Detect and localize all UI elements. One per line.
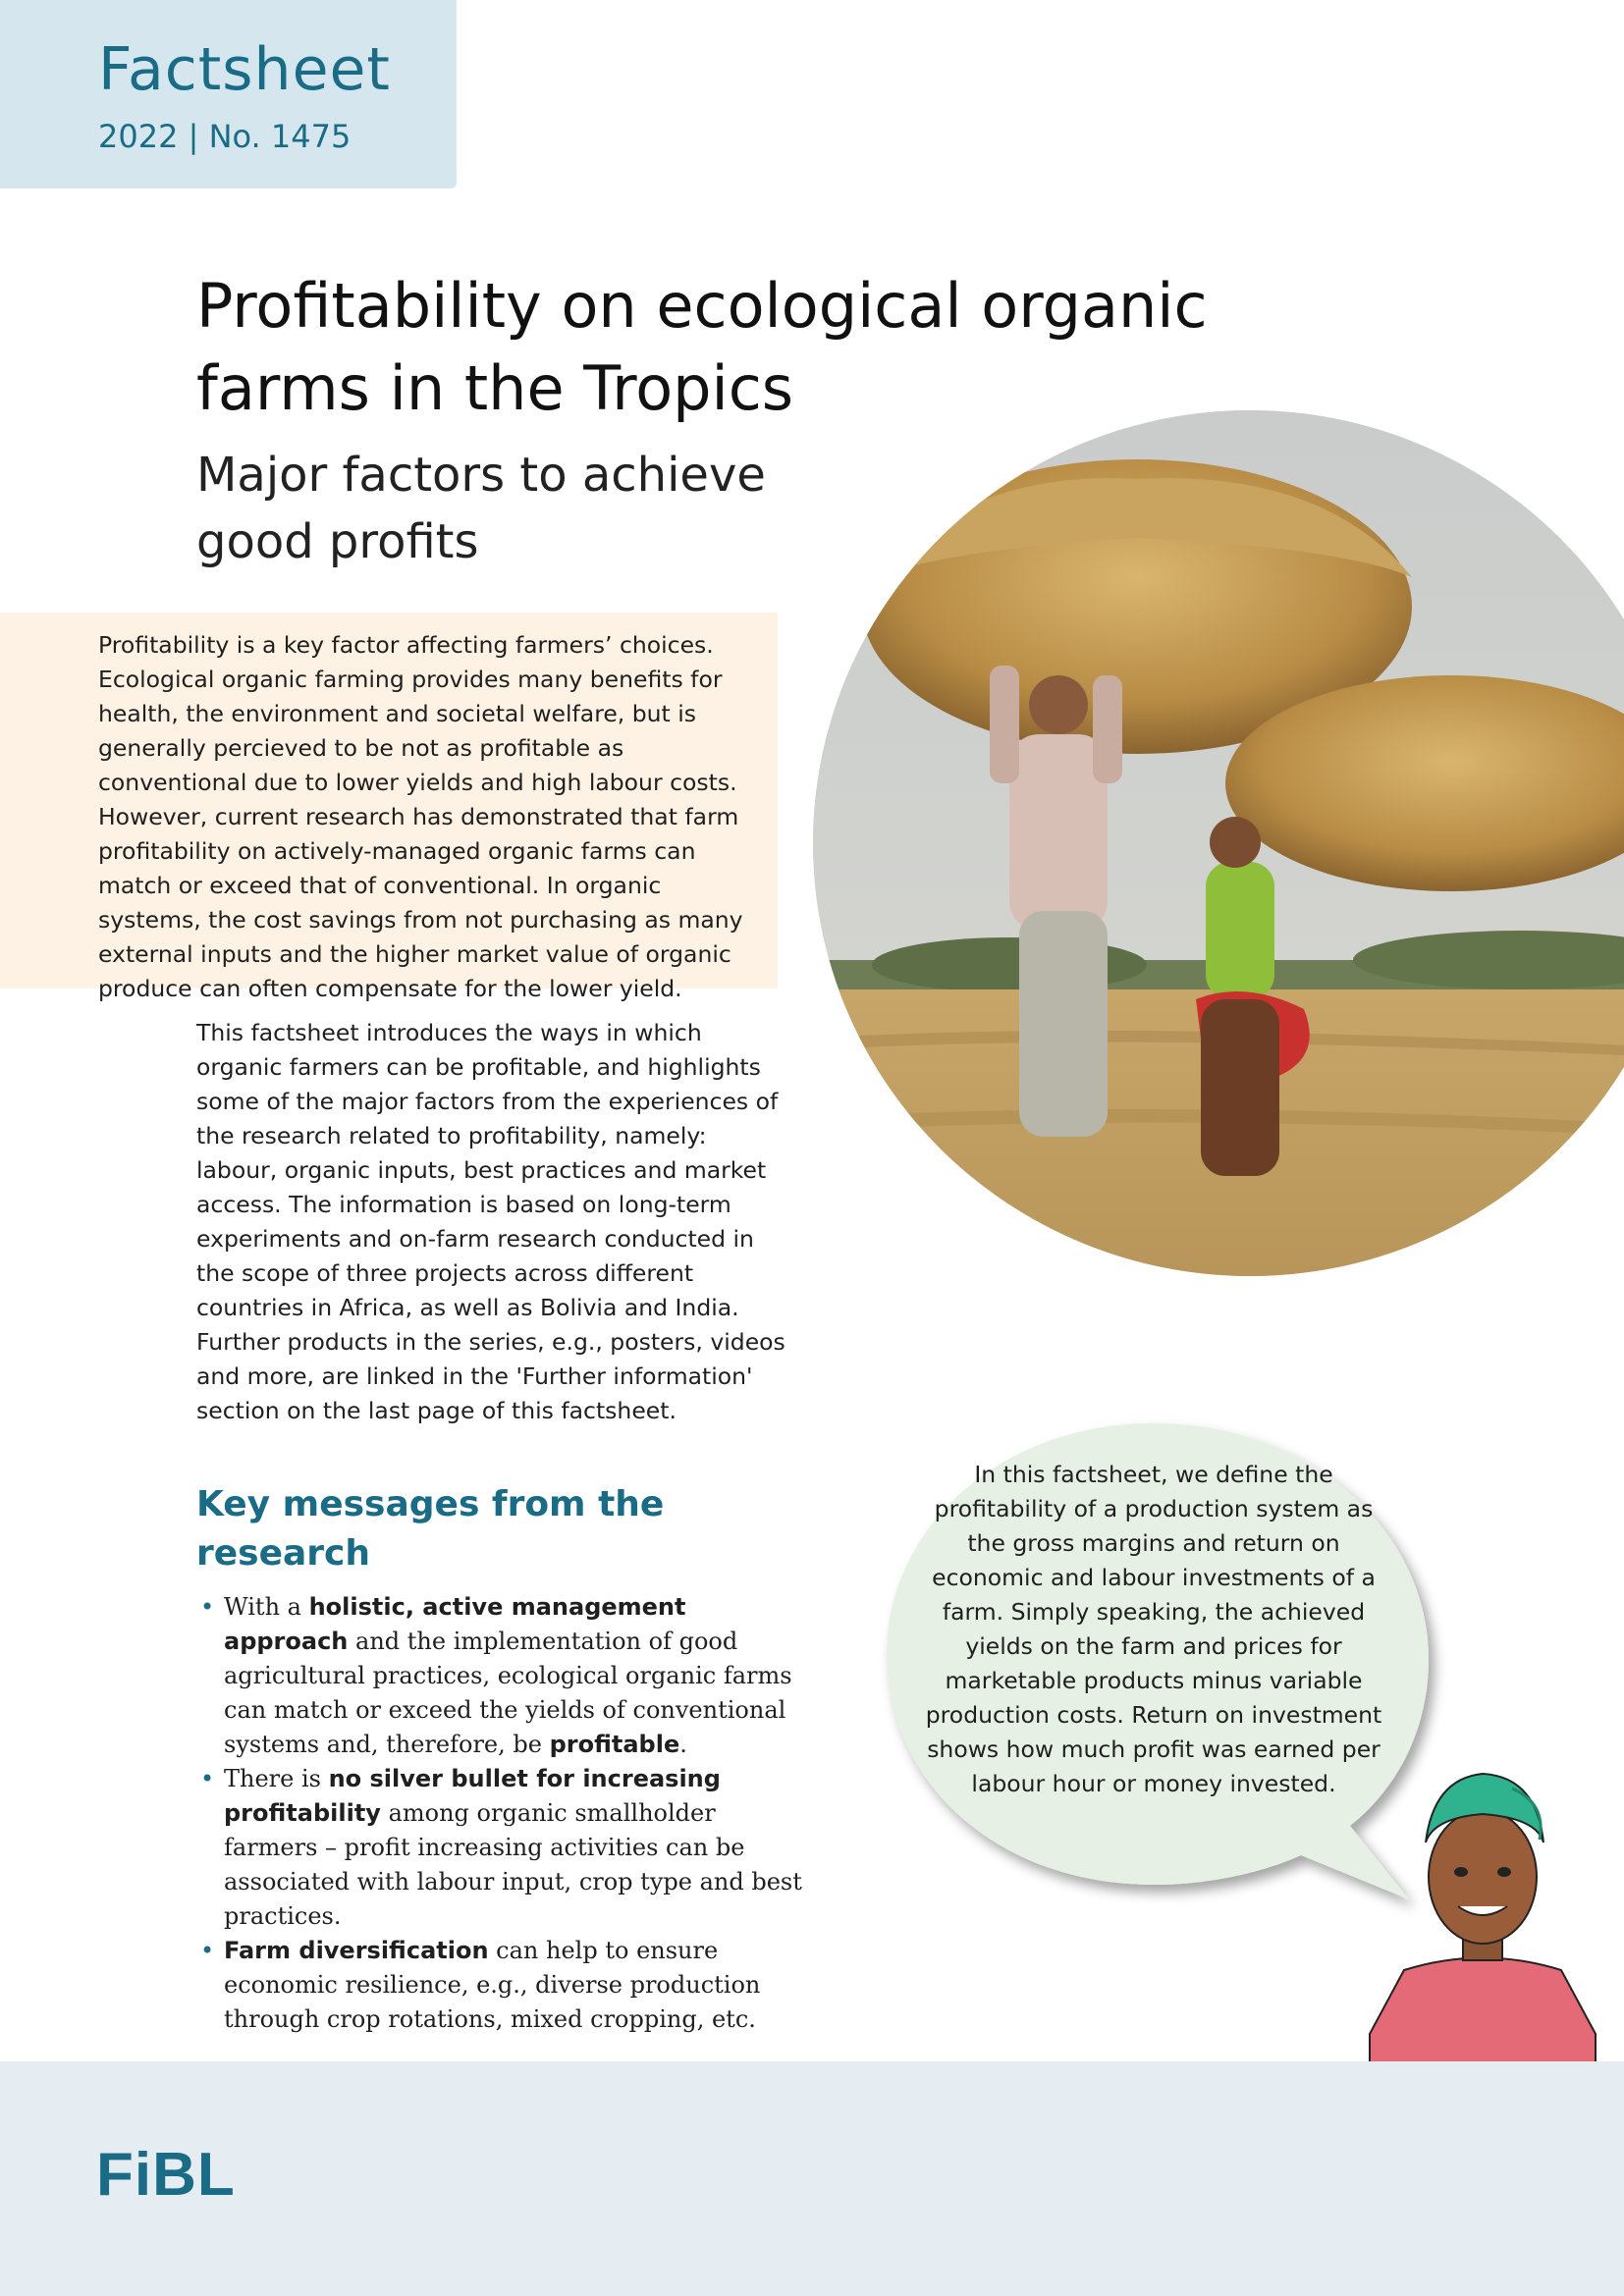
fibl-logo: FiBL — [96, 2141, 236, 2209]
key-message-item: • With a holistic, active management approach and the implementation of good agricultural practices, ecological organic farms can match or exceed the yields of conventional systems and, therefore, be profitable. — [196, 1590, 805, 1762]
key-messages-heading: Key messages from the research — [196, 1484, 665, 1574]
page-subtitle: Major factors to achieve good profits — [196, 448, 766, 569]
farmers-carrying-harvest-photo — [813, 410, 1624, 1276]
key-message-item: • There is no silver bullet for increasing profitability among organic smallholder farmers – profit increasing activities can be associated with labour input, crop type and best practices. — [196, 1762, 805, 1934]
intro-text: Profitability is a key factor affecting farmers’ choices. Ecological organic farming provides many benefits for health, the environment and societal welfare, but is generally percieved to be not as profitable as conventional due to lower yields and high labour costs. However, current research has demonstrated that farm profitability on actively-managed organic farms can match or exceed that of conventional. In organic systems, the cost savings from not purchasing as many external inputs and the higher market value of organic produce can often compensate for the lower yield. — [98, 631, 743, 1002]
factsheet-label: Factsheet — [98, 35, 391, 104]
woman-farmer-illustration — [1365, 1749, 1600, 2073]
footer-band — [0, 2061, 1624, 2296]
issue-number: 2022 | No. 1475 — [98, 118, 352, 155]
intro-box — [0, 613, 778, 1002]
profitability-definition-text: In this factsheet, we define the profitability of a production system as the gross margins and return on economic and labour investments of a farm. Simply speaking, the achieved yields on the farm and prices for marketable products minus variable production costs. Return on investment shows how much profit was earned per labour hour or money invested. — [925, 1461, 1382, 1797]
factsheet-tab — [0, 0, 457, 188]
photo-illustration — [813, 410, 1624, 1276]
body-text: This factsheet introduces the ways in which organic farmers can be profitable, and highlights some of the major factors from the experiences of the research related to profitability, namely: labour, organic inputs, best practices and market access. The information is based on long-term experiments and on-farm research conducted in the scope of three projects across different countries in Africa, as well as Bolivia and India. Further products in the series, e.g., posters, videos and more, are linked in the 'Further information' section on the last page of this factsheet. — [196, 1019, 785, 1424]
key-messages-list — [196, 1590, 805, 2037]
page-title: Profitability on ecological organic farms in the Tropics — [196, 270, 1208, 424]
key-message-item: • Farm diversification can help to ensure economic resilience, e.g., diverse production through crop rotations, mixed cropping, etc. — [196, 1934, 805, 2037]
